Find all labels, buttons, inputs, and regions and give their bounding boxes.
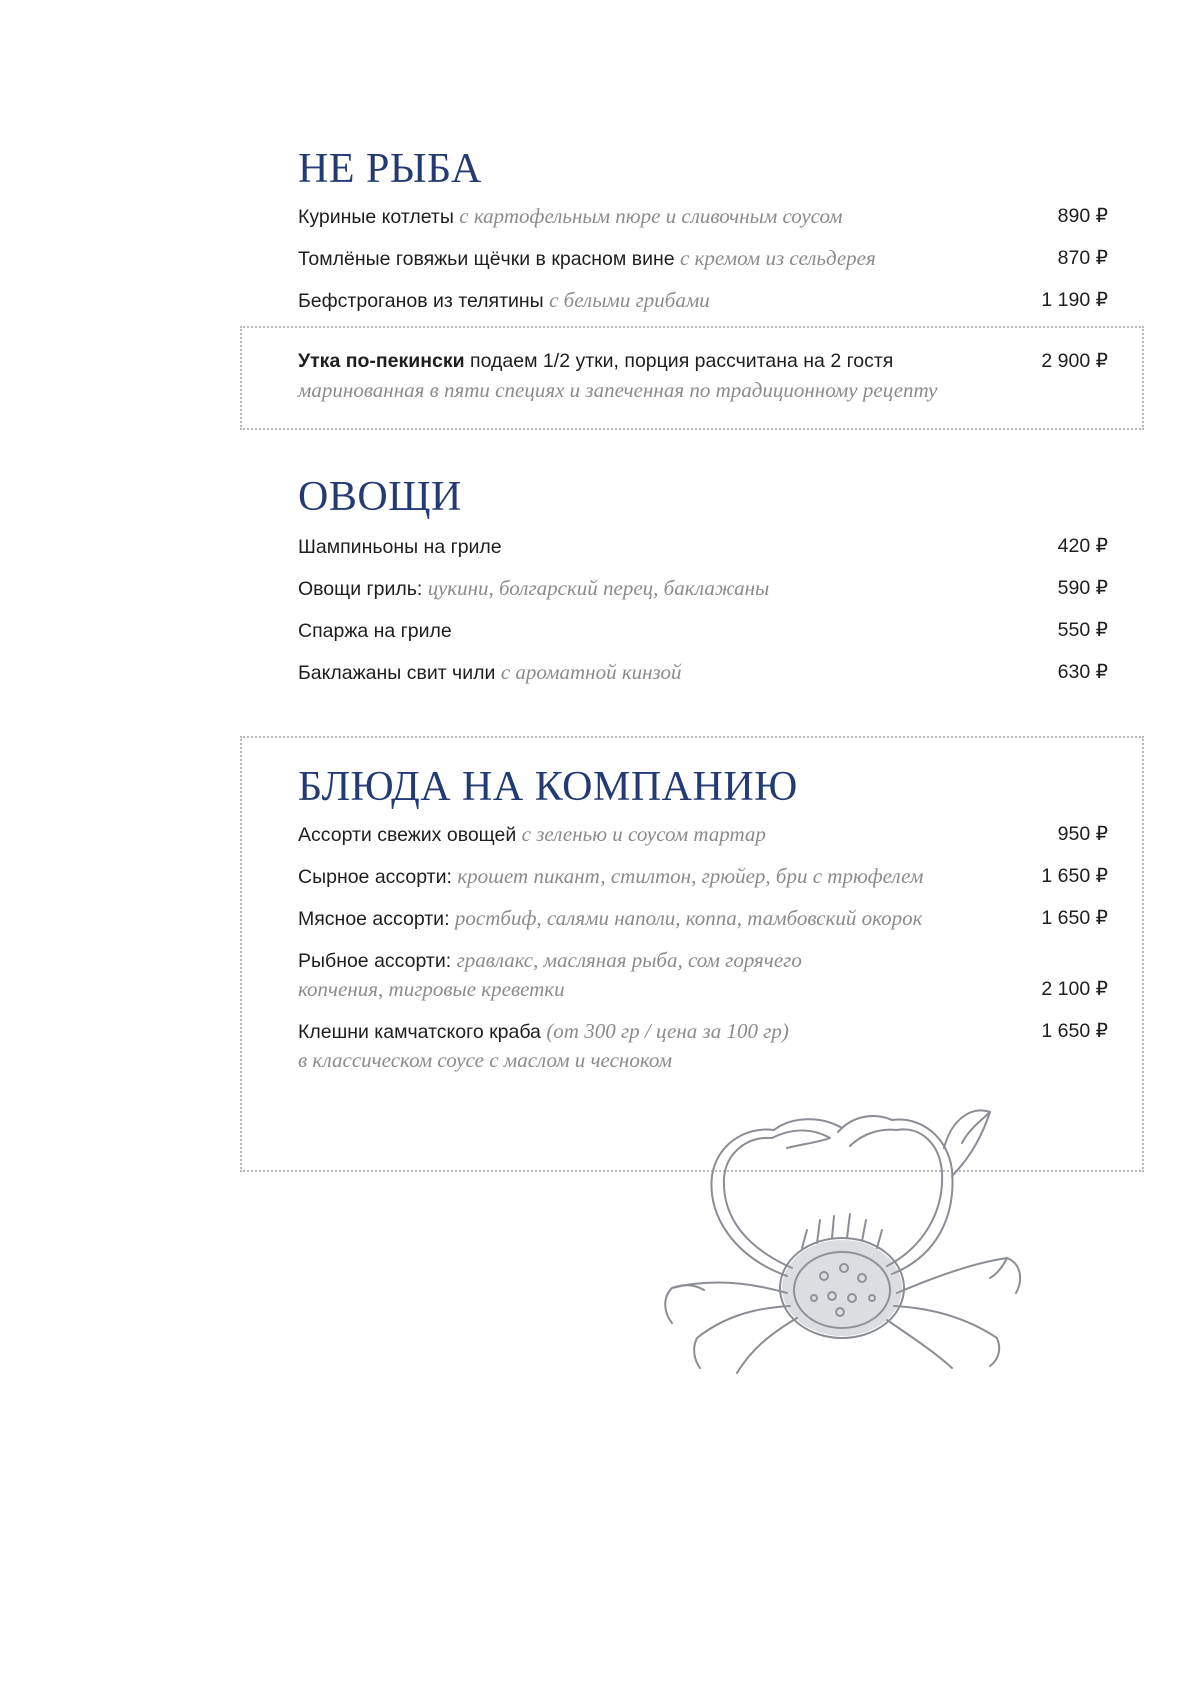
item-desc: с белыми грибами xyxy=(549,288,710,312)
item-desc: крошет пикант, стилтон, грюйер, бри с трюфелем xyxy=(457,864,924,888)
featured-item-name: Утка по-пекински xyxy=(298,350,465,372)
item-price: 1 650 ₽ xyxy=(1041,907,1108,929)
menu-item xyxy=(298,576,1108,601)
item-price: 1 650 ₽ xyxy=(1041,1020,1108,1042)
item-name: Куриные котлеты xyxy=(298,206,460,228)
featured-item-note: подаем 1/2 утки, порция рассчитана на 2 гостя xyxy=(464,350,894,372)
item-desc: с зеленью и соусом тартар xyxy=(521,822,766,846)
item-name: Мясное ассорти: xyxy=(298,908,455,930)
item-price: 420 ₽ xyxy=(1057,535,1108,557)
menu-item xyxy=(298,864,1108,889)
menu-item xyxy=(298,822,1108,847)
item-price: 950 ₽ xyxy=(1057,823,1108,845)
menu-item xyxy=(298,288,1108,313)
menu-item xyxy=(298,618,1108,643)
item-desc: с кремом из сельдерея xyxy=(680,246,876,270)
menu-item xyxy=(298,906,1108,931)
item-desc: с ароматной кинзой xyxy=(500,660,682,684)
item-name: Клешни камчатского краба xyxy=(298,1021,547,1043)
item-name: Сырное ассорти: xyxy=(298,866,458,888)
menu-item xyxy=(298,204,1108,229)
featured-item-price: 2 900 ₽ xyxy=(1041,350,1108,372)
item-desc: цукини, болгарский перец, баклажаны xyxy=(427,576,770,600)
item-name: Томлёные говяжьи щёчки в красном вине xyxy=(298,248,681,270)
item-desc-continued: копчения, тигровые креветки xyxy=(298,977,565,1001)
featured-item-desc: маринованная в пяти специях и запеченная по традиционному рецепту xyxy=(298,378,938,402)
item-price: 1 190 ₽ xyxy=(1041,289,1108,311)
item-price: 2 100 ₽ xyxy=(1041,978,1108,1000)
item-name: Бефстроганов из телятины xyxy=(298,290,550,312)
item-price: 590 ₽ xyxy=(1057,577,1108,599)
item-desc: гравлакс, масляная рыба, сом горячего xyxy=(456,948,802,972)
item-name: Спаржа на гриле xyxy=(298,620,452,642)
item-desc-continued: в классическом соусе с маслом и чесноком xyxy=(298,1048,672,1072)
menu-item xyxy=(298,1019,1108,1044)
item-name: Ассорти свежих овощей xyxy=(298,824,522,846)
menu-item xyxy=(298,948,1108,973)
crab-illustration-icon xyxy=(652,1098,1032,1378)
featured-menu-item xyxy=(298,349,1108,373)
menu-item xyxy=(298,534,1108,559)
item-name: Рыбное ассорти: xyxy=(298,950,457,972)
item-name: Баклажаны свит чили xyxy=(298,662,501,684)
item-price: 870 ₽ xyxy=(1057,247,1108,269)
menu-item xyxy=(298,660,1108,685)
item-name: Шампиньоны на гриле xyxy=(298,536,502,558)
item-desc: с картофельным пюре и сливочным соусом xyxy=(459,204,843,228)
item-price: 1 650 ₽ xyxy=(1041,865,1108,887)
item-price: 890 ₽ xyxy=(1057,205,1108,227)
item-price: 550 ₽ xyxy=(1057,619,1108,641)
item-name: Овощи гриль: xyxy=(298,578,428,600)
section-title-ne-ryba: НЕ РЫБА xyxy=(298,146,482,192)
section-title-ovoshchi: ОВОЩИ xyxy=(298,474,462,520)
section-title-kompaniya: БЛЮДА НА КОМПАНИЮ xyxy=(298,764,798,810)
menu-item xyxy=(298,246,1108,271)
item-desc: (от 300 гр / цена за 100 гр) xyxy=(546,1019,789,1043)
item-price: 630 ₽ xyxy=(1057,661,1108,683)
item-desc: ростбиф, салями наполи, коппа, тамбовский окорок xyxy=(454,906,923,930)
